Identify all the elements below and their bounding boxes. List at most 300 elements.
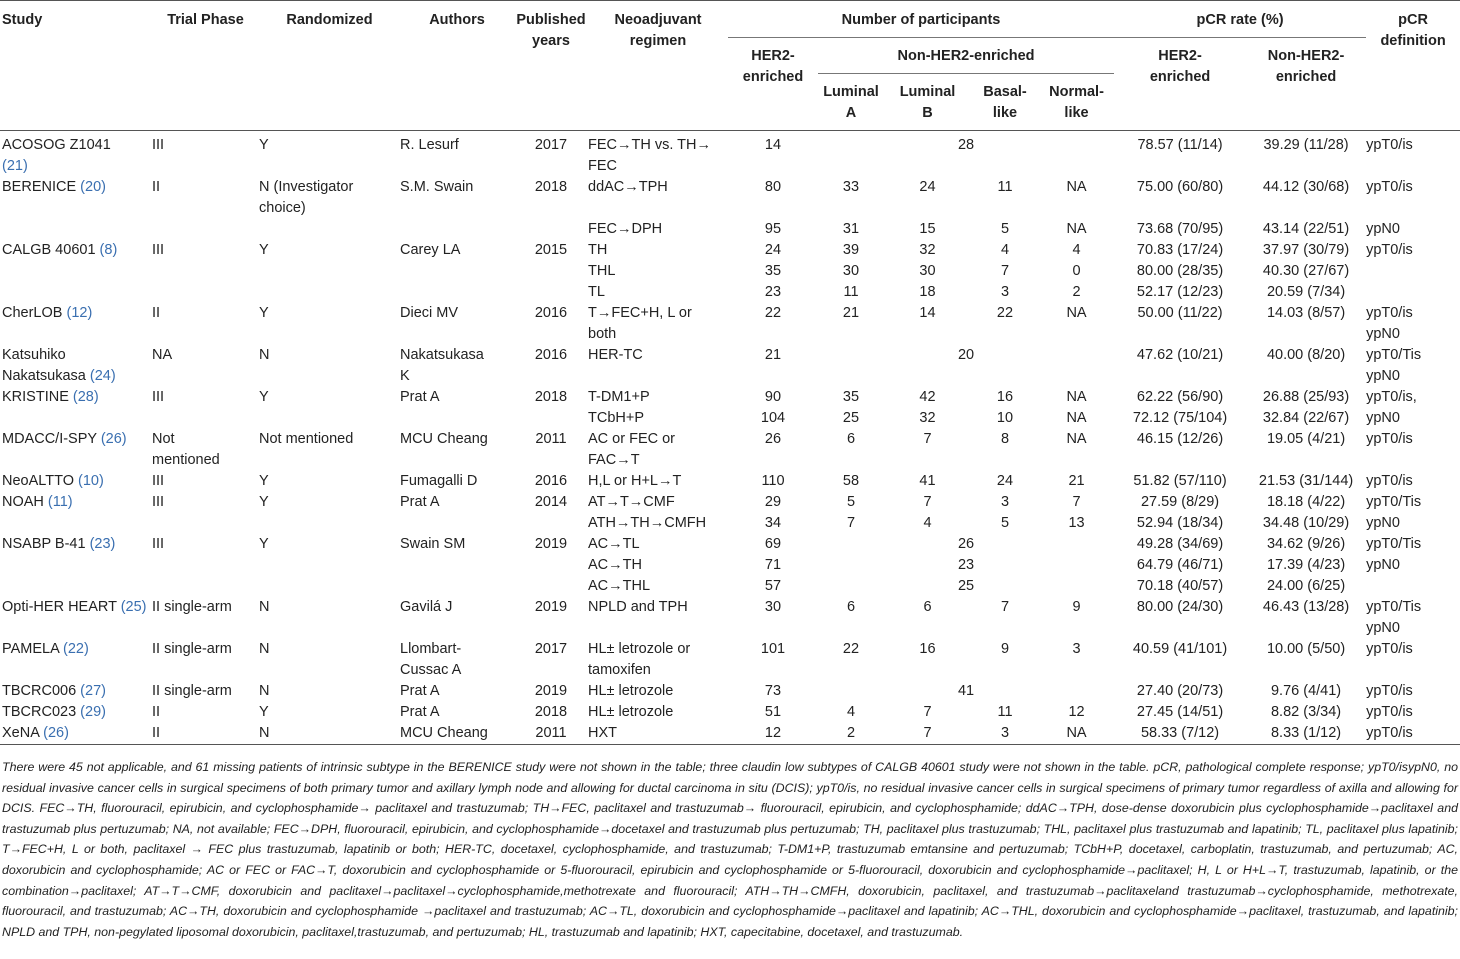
phase-cell: III xyxy=(152,473,165,489)
phase-cell xyxy=(152,576,259,597)
randomized-cell: Y xyxy=(259,305,269,321)
reference-link[interactable]: (23) xyxy=(89,536,116,552)
regimen-cell: HER-TC xyxy=(588,347,643,363)
year-cell xyxy=(514,555,588,576)
pcr-non-her2-cell: 44.12 (30/68) xyxy=(1262,179,1350,195)
header-pcr-her2: HER2- enriched xyxy=(1149,48,1211,85)
pcr-non-her2-cell: 8.33 (1/12) xyxy=(1270,725,1342,741)
reference-link[interactable]: (12) xyxy=(66,305,93,321)
her2-count-cell: 104 xyxy=(760,410,786,426)
reference-link[interactable]: (11) xyxy=(47,494,73,510)
study-cell xyxy=(0,492,152,513)
pcr-her2-cell: 49.28 (34/69) xyxy=(1136,536,1224,552)
regimen-cell: FEC→DPH xyxy=(588,221,663,237)
year-cell: 2018 xyxy=(534,389,568,405)
pcr-definition-cell: ypT0/Tis xyxy=(1366,536,1422,552)
luminal-a-cell: 6 xyxy=(846,599,856,615)
luminal-b-cell: 18 xyxy=(919,284,936,300)
luminal-b-cell: 30 xyxy=(919,263,936,279)
regimen-cell: AT→T→CMF xyxy=(588,494,675,510)
phase-cell: III xyxy=(152,389,165,405)
study-cell xyxy=(0,240,152,261)
randomized-cell: Y xyxy=(259,137,269,153)
luminal-a-cell: 25 xyxy=(842,410,860,426)
her2-count-cell: 57 xyxy=(764,578,782,594)
phase-cell: III xyxy=(152,536,165,552)
non-her2-count-cell: 41 xyxy=(957,683,975,699)
luminal-b-cell: 15 xyxy=(919,221,936,237)
basal-like-cell: 11 xyxy=(997,704,1013,720)
pcr-her2-cell: 80.00 (24/30) xyxy=(1136,599,1224,615)
table-row xyxy=(0,492,1460,513)
regimen-cell: T-DM1+P xyxy=(588,389,650,405)
regimen-cell: HL± letrozole xyxy=(588,704,674,720)
pcr-her2-cell: 70.83 (17/24) xyxy=(1136,242,1224,258)
study-cell xyxy=(0,131,152,178)
pcr-non-her2-cell: 9.76 (4/41) xyxy=(1270,683,1342,699)
regimen-cell: TCbH+P xyxy=(588,410,645,426)
randomized-cell xyxy=(259,282,400,303)
table-row xyxy=(0,240,1460,261)
pcr-non-her2-cell: 21.53 (31/144) xyxy=(1258,473,1354,489)
author-cell: Gavilá J xyxy=(400,599,453,615)
luminal-b-cell: 24 xyxy=(919,179,936,195)
regimen-cell: H,L or H+L→T xyxy=(588,473,682,489)
pcr-non-her2-cell: 37.97 (30/79) xyxy=(1262,242,1350,258)
pcr-non-her2-cell: 26.88 (25/93) xyxy=(1262,389,1350,405)
basal-like-cell: 7 xyxy=(1000,263,1010,279)
study-cell xyxy=(0,408,152,429)
randomized-cell xyxy=(259,408,400,429)
regimen-cell: AC→TL xyxy=(588,536,640,552)
table-row xyxy=(0,555,1460,576)
year-cell: 2016 xyxy=(534,473,568,489)
year-cell: 2017 xyxy=(534,137,568,153)
table-row xyxy=(0,576,1460,597)
study-cell xyxy=(0,702,152,723)
regimen-cell: NPLD and TPH xyxy=(588,599,688,615)
header-basal-like: Basal- like xyxy=(983,84,1027,121)
study-name: KRISTINE xyxy=(2,389,73,405)
phase-cell: II xyxy=(152,179,161,195)
pcr-non-her2-cell: 18.18 (4/22) xyxy=(1266,494,1346,510)
header-non-her2: Non-HER2-enriched xyxy=(818,38,1114,74)
table-row xyxy=(0,639,1460,681)
header-her2-participants: HER2- enriched xyxy=(742,48,804,85)
her2-count-cell: 12 xyxy=(764,725,782,741)
randomized-cell: N xyxy=(259,641,270,657)
study-name: ACOSOG Z1041 xyxy=(2,137,111,153)
pcr-her2-cell: 58.33 (7/12) xyxy=(1140,725,1220,741)
pcr-her2-cell: 62.22 (56/90) xyxy=(1136,389,1224,405)
luminal-a-cell: 39 xyxy=(842,242,860,258)
phase-cell xyxy=(152,408,259,429)
author-cell: Llombart- Cussac A xyxy=(400,641,462,678)
pcr-definition-cell xyxy=(1366,261,1460,282)
pcr-non-her2-cell: 39.29 (11/28) xyxy=(1263,137,1349,153)
phase-cell: II single-arm xyxy=(152,641,232,657)
header-participants: Number of participants xyxy=(728,1,1114,38)
her2-count-cell: 21 xyxy=(764,347,782,363)
randomized-cell: N xyxy=(259,725,270,741)
author-cell: MCU Cheang xyxy=(400,725,488,741)
normal-like-cell: NA xyxy=(1066,179,1087,195)
luminal-a-cell: 31 xyxy=(842,221,860,237)
normal-like-cell: NA xyxy=(1066,410,1087,426)
basal-like-cell: 22 xyxy=(996,305,1014,321)
regimen-cell: TH xyxy=(588,242,608,258)
author-cell: S.M. Swain xyxy=(400,179,474,195)
author-cell xyxy=(400,555,514,576)
study-name: NOAH xyxy=(2,494,48,510)
luminal-b-cell: 41 xyxy=(919,473,936,489)
table-row xyxy=(0,429,1460,471)
pcr-her2-cell: 47.62 (10/21) xyxy=(1136,347,1224,363)
study-cell xyxy=(0,597,152,639)
reference-link[interactable]: (22) xyxy=(62,641,89,657)
study-cell xyxy=(0,345,152,387)
author-cell: MCU Cheang xyxy=(400,431,488,447)
pcr-her2-cell: 52.94 (18/34) xyxy=(1136,515,1224,531)
year-cell xyxy=(514,282,588,303)
basal-like-cell: 3 xyxy=(1000,725,1010,741)
her2-count-cell: 95 xyxy=(764,221,782,237)
regimen-cell: ddAC→TPH xyxy=(588,179,668,195)
non-her2-count-cell: 23 xyxy=(957,557,975,573)
her2-count-cell: 14 xyxy=(764,137,782,153)
reference-link[interactable]: (25) xyxy=(120,599,147,615)
year-cell xyxy=(514,408,588,429)
her2-count-cell: 101 xyxy=(760,641,786,657)
phase-cell xyxy=(152,261,259,282)
reference-link[interactable]: (27) xyxy=(80,683,106,699)
regimen-cell: AC or FEC or FAC→T xyxy=(588,431,676,468)
pcr-definition-cell: ypT0/is xyxy=(1366,473,1413,489)
table-row xyxy=(0,131,1460,178)
author-cell: Prat A xyxy=(400,494,440,510)
author-cell: Prat A xyxy=(400,683,440,699)
pcr-her2-cell: 75.00 (60/80) xyxy=(1136,179,1224,195)
non-her2-count-cell: 26 xyxy=(957,536,975,552)
pcr-non-her2-cell: 40.00 (8/20) xyxy=(1266,347,1346,363)
pcr-definition-cell: ypT0/is ypN0 xyxy=(1366,305,1413,342)
non-her2-count-cell: 20 xyxy=(957,347,975,363)
randomized-cell: N (Investigator choice) xyxy=(259,179,354,216)
randomized-cell: Y xyxy=(259,536,269,552)
study-name: NeoALTTO xyxy=(2,473,79,489)
her2-count-cell: 71 xyxy=(764,557,782,573)
study-cell xyxy=(0,282,152,303)
her2-count-cell: 35 xyxy=(764,263,782,279)
pcr-non-her2-cell: 19.05 (4/21) xyxy=(1266,431,1346,447)
randomized-cell: Not mentioned xyxy=(259,431,354,447)
regimen-cell: AC→TH xyxy=(588,557,642,573)
study-cell xyxy=(0,387,152,408)
header-regimen: Neoadjuvant regimen xyxy=(614,12,702,49)
luminal-a-cell: 33 xyxy=(842,179,860,195)
table-row xyxy=(0,534,1460,555)
randomized-cell xyxy=(259,219,400,240)
table-row xyxy=(0,471,1460,492)
regimen-cell: T→FEC+H, L or both xyxy=(588,305,692,342)
author-cell: Nakatsukasa K xyxy=(400,347,484,384)
luminal-b-cell: 6 xyxy=(923,599,932,615)
basal-like-cell: 10 xyxy=(996,410,1014,426)
year-cell: 2011 xyxy=(535,431,567,447)
luminal-a-cell: 4 xyxy=(846,704,856,720)
pcr-definition-cell: ypT0/is xyxy=(1366,725,1413,741)
pcr-non-her2-cell: 8.82 (3/34) xyxy=(1270,704,1342,720)
study-name: XeNA xyxy=(2,725,44,741)
year-cell xyxy=(514,513,588,534)
regimen-cell: ATH→TH→CMFH xyxy=(588,515,707,531)
study-cell xyxy=(0,513,152,534)
header-authors: Authors xyxy=(429,12,485,28)
luminal-a-cell: 2 xyxy=(846,725,856,741)
luminal-b-cell: 4 xyxy=(923,515,932,531)
pcr-her2-cell: 40.59 (41/101) xyxy=(1132,641,1228,657)
pcr-her2-cell: 52.17 (12/23) xyxy=(1136,284,1224,300)
study-cell xyxy=(0,639,152,681)
pcr-non-her2-cell: 43.14 (22/51) xyxy=(1262,221,1350,237)
study-name: NSABP B-41 xyxy=(2,536,90,552)
pcr-her2-cell: 80.00 (28/35) xyxy=(1136,263,1224,279)
study-cell xyxy=(0,471,152,492)
table-row xyxy=(0,408,1460,429)
normal-like-cell: 3 xyxy=(1072,641,1081,657)
luminal-a-cell: 5 xyxy=(846,494,856,510)
pcr-non-her2-cell: 20.59 (7/34) xyxy=(1266,284,1346,300)
luminal-a-cell: 30 xyxy=(842,263,860,279)
basal-like-cell: 5 xyxy=(1000,221,1010,237)
pcr-definition-cell: ypN0 xyxy=(1366,515,1400,531)
pcr-her2-cell: 72.12 (75/104) xyxy=(1132,410,1228,426)
table-row xyxy=(0,219,1460,240)
table-footnote: There were 45 not applicable, and 61 missing patients of intrinsic subtype in the BERENICE study were not shown in the table; three claudin low subtypes of CALGB 40601 study were not shown in the table. pCR, pathological complete response; ypT0/isypN0, no residual invasive cancer cells in surgical specimens of both primary tumor and axillary lymph node and allowing for ductal carcinoma in situ (DCIS); ypT0/is, no residual invasive cancer cells in surgical specimens of primary tumor regardless of axilla and allowing for DCIS. FEC→TH, fluorouracil, epirubicin, and cyclophosphamide→ paclitaxel and trastuzumab; TH→FEC, paclitaxel and trastuzumab→ fluorouracil, epirubicin, and cyclophosphamide; ddAC→TPH, dose-dense doxorubicin plus cyclophosphamide→paclitaxel and trastuzumab plus pertuzumab; NA, not available; FEC→DPH, fluorouracil, epirubicin, and cyclophosphamide→docetaxel and trastuzumab plus pertuzumab; TH, paclitaxel plus trastuzumab; THL, paclitaxel plus trastuzumab and lapatinib; TL, paclitaxel plus lapatinib; T→FEC+H, L or both, paclitaxel → FEC plus trastuzumab, lapatinib or both; HER-TC, docetaxel, cyclophosphamide, and trastuzumab; T-DM1+P, trastuzumab emtansine and pertuzumab; TCbH+P, docetaxel, carboplatin, trastuzumab, and pertuzumab; AC, doxorubicin and cyclophosphamide; AC or FEC or FAC→T, doxorubicin and cyclophosphamide or 5-fluorouracil, epirubicin and cyclophosphamide or 5-fluorouracil, doxorubicin and cyclophosphamide→paclitaxel; H, L or H+L→T, trastuzumab, lapatinib, or the combination→paclitaxel; AT→T→CMF, doxorubicin and paclitaxel→paclitaxel→cyclophosphamide,methotrexate and fluorouracil; ATH→TH→CMFH, doxorubicin, paclitaxel, and trastuzumab→paclitaxeland trastuzumab→cyclophosphamide, methotrexate, fluorouracil, and trastuzumab; AC→TH, doxorubicin and cyclophosphamide →paclitaxel and trastuzumab; AC→TL, doxorubicin and cyclophosphamide→paclitaxel and lapatinib; AC→THL, doxorubicin and cyclophosphamide→paclitaxel, trastuzumab, and lapatinib; NPLD and TPH, non-pegylated liposomal doxorubicin, paclitaxel,trastuzumab, and pertuzumab; HL, trastuzumab and lapatinib; HXT, capecitabine, docetaxel, and trastuzumab. xyxy=(2,760,1458,939)
randomized-cell: N xyxy=(259,683,270,699)
header-phase: Trial Phase xyxy=(167,12,244,28)
pcr-non-her2-cell: 34.62 (9/26) xyxy=(1266,536,1346,552)
phase-cell: II xyxy=(152,305,161,321)
basal-like-cell: 24 xyxy=(996,473,1014,489)
non-her2-count-cell: 25 xyxy=(957,578,975,594)
regimen-cell: HL± letrozole or tamoxifen xyxy=(588,641,691,678)
year-cell: 2018 xyxy=(534,704,568,720)
phase-cell: III xyxy=(152,494,165,510)
table-row xyxy=(0,345,1460,387)
luminal-b-cell: 7 xyxy=(923,431,932,447)
year-cell xyxy=(514,576,588,597)
luminal-b-cell: 42 xyxy=(919,389,936,405)
phase-cell: Not mentioned xyxy=(152,431,220,468)
table-row xyxy=(0,597,1460,639)
normal-like-cell: NA xyxy=(1066,305,1087,321)
reference-link[interactable]: (10) xyxy=(78,473,104,489)
year-cell: 2018 xyxy=(534,179,568,195)
phase-cell: II xyxy=(152,725,161,741)
randomized-cell xyxy=(259,555,400,576)
table-row xyxy=(0,177,1460,219)
author-cell: Prat A xyxy=(400,704,440,720)
normal-like-cell: NA xyxy=(1066,389,1087,405)
pcr-non-her2-cell: 34.48 (10/29) xyxy=(1262,515,1350,531)
author-cell xyxy=(400,408,514,429)
her2-count-cell: 51 xyxy=(764,704,782,720)
header-pcr-non-her2: Non-HER2- enriched xyxy=(1267,48,1345,85)
luminal-b-cell: 7 xyxy=(923,494,932,510)
phase-cell xyxy=(152,555,259,576)
her2-count-cell: 110 xyxy=(761,473,785,489)
year-cell: 2019 xyxy=(534,683,568,699)
her2-count-cell: 34 xyxy=(764,515,782,531)
her2-count-cell: 22 xyxy=(764,305,782,321)
luminal-b-cell: 16 xyxy=(919,641,936,657)
normal-like-cell: 12 xyxy=(1068,704,1085,720)
author-cell: Swain SM xyxy=(400,536,466,552)
study-cell xyxy=(0,723,152,745)
randomized-cell: N xyxy=(259,599,270,615)
study-cell xyxy=(0,576,152,597)
normal-like-cell: NA xyxy=(1066,725,1087,741)
pcr-her2-cell: 46.15 (12/26) xyxy=(1136,431,1224,447)
header-study: Study xyxy=(2,12,43,28)
year-cell xyxy=(514,219,588,240)
header-pcr-rate: pCR rate (%) xyxy=(1114,1,1366,38)
pcr-definition-cell xyxy=(1366,282,1460,303)
her2-count-cell: 30 xyxy=(764,599,782,615)
year-cell: 2015 xyxy=(534,242,568,258)
her2-count-cell: 23 xyxy=(764,284,782,300)
randomized-cell: Y xyxy=(259,242,269,258)
basal-like-cell: 8 xyxy=(1000,431,1010,447)
phase-cell xyxy=(152,219,259,240)
study-cell xyxy=(0,219,152,240)
her2-count-cell: 90 xyxy=(764,389,782,405)
luminal-a-cell: 6 xyxy=(846,431,856,447)
luminal-a-cell: 7 xyxy=(846,515,856,531)
her2-count-cell: 69 xyxy=(764,536,782,552)
normal-like-cell: 13 xyxy=(1068,515,1085,531)
author-cell: Prat A xyxy=(400,389,440,405)
reference-link[interactable]: (21) xyxy=(2,158,28,174)
study-name: BERENICE xyxy=(2,179,81,195)
normal-like-cell: NA xyxy=(1066,431,1087,447)
luminal-a-cell: 35 xyxy=(842,389,860,405)
pcr-definition-cell: ypN0 xyxy=(1366,221,1400,237)
luminal-b-cell: 7 xyxy=(923,725,932,741)
table-body xyxy=(0,131,1460,745)
randomized-cell: N xyxy=(259,347,270,363)
table-row xyxy=(0,681,1460,702)
pcr-definition-cell: ypT0/is, xyxy=(1366,389,1417,405)
pcr-non-her2-cell: 24.00 (6/25) xyxy=(1266,578,1346,594)
randomized-cell: Y xyxy=(259,494,269,510)
header-luminal-a: Luminal A xyxy=(823,84,879,121)
luminal-a-cell: 58 xyxy=(842,473,860,489)
her2-count-cell: 80 xyxy=(764,179,782,195)
pcr-definition-cell: ypT0/is xyxy=(1366,242,1413,258)
luminal-b-cell: 32 xyxy=(919,410,936,426)
study-name: CherLOB xyxy=(2,305,67,321)
luminal-b-cell: 14 xyxy=(919,305,936,321)
her2-count-cell: 24 xyxy=(764,242,782,258)
study-cell xyxy=(0,555,152,576)
pcr-definition-cell: ypT0/is xyxy=(1366,179,1413,195)
study-cell xyxy=(0,681,152,702)
reference-link[interactable]: (24) xyxy=(89,368,116,384)
author-cell: Dieci MV xyxy=(400,305,459,321)
header-normal-like: Normal- like xyxy=(1049,84,1104,121)
randomized-cell: Y xyxy=(259,704,269,720)
normal-like-cell: 0 xyxy=(1072,263,1081,279)
pcr-definition-cell: ypT0/Tis ypN0 xyxy=(1366,599,1422,636)
pcr-her2-cell: 64.79 (46/71) xyxy=(1136,557,1224,573)
pcr-non-her2-cell: 10.00 (5/50) xyxy=(1266,641,1346,657)
year-cell: 2019 xyxy=(534,536,568,552)
pcr-her2-cell: 78.57 (11/14) xyxy=(1137,137,1223,153)
reference-link[interactable]: (26) xyxy=(43,725,69,741)
luminal-b-cell: 7 xyxy=(923,704,932,720)
study-name: MDACC/I-SPY xyxy=(2,431,101,447)
reference-link[interactable]: (8) xyxy=(99,242,118,258)
study-cell xyxy=(0,303,152,345)
pcr-non-her2-cell: 14.03 (8/57) xyxy=(1266,305,1346,321)
table-row xyxy=(0,702,1460,723)
regimen-cell: AC→THL xyxy=(588,578,651,594)
author-cell: Carey LA xyxy=(400,242,461,258)
normal-like-cell: 21 xyxy=(1068,473,1085,489)
year-cell: 2016 xyxy=(534,347,568,363)
table-row xyxy=(0,282,1460,303)
basal-like-cell: 4 xyxy=(1000,242,1010,258)
her2-count-cell: 26 xyxy=(764,431,782,447)
randomized-cell xyxy=(259,576,400,597)
basal-like-cell: 16 xyxy=(996,389,1014,405)
her2-count-cell: 29 xyxy=(764,494,782,510)
year-cell: 2016 xyxy=(534,305,568,321)
phase-cell: II xyxy=(152,704,161,720)
pcr-definition-cell xyxy=(1366,576,1460,597)
randomized-cell: Y xyxy=(259,389,269,405)
year-cell: 2014 xyxy=(534,494,568,510)
reference-link[interactable]: (26) xyxy=(100,431,127,447)
normal-like-cell: 7 xyxy=(1072,494,1081,510)
reference-link[interactable]: (20) xyxy=(80,179,106,195)
phase-cell: III xyxy=(152,242,165,258)
table-row xyxy=(0,303,1460,345)
study-name: PAMELA xyxy=(2,641,63,657)
author-cell xyxy=(400,576,514,597)
reference-link[interactable]: (28) xyxy=(72,389,99,405)
pcr-definition-cell: ypT0/is xyxy=(1366,641,1413,657)
basal-like-cell: 7 xyxy=(1000,599,1010,615)
regimen-cell: THL xyxy=(588,263,616,279)
study-name: TBCRC023 xyxy=(2,704,81,720)
phase-cell: II single-arm xyxy=(152,599,232,615)
reference-link[interactable]: (29) xyxy=(80,704,106,720)
table-row xyxy=(0,513,1460,534)
pcr-non-her2-cell: 46.43 (13/28) xyxy=(1262,599,1350,615)
year-cell xyxy=(514,261,588,282)
regimen-cell: FEC→TH vs. TH→ FEC xyxy=(588,137,711,174)
pcr-her2-cell: 51.82 (57/110) xyxy=(1133,473,1227,489)
pcr-her2-cell: 70.18 (40/57) xyxy=(1136,578,1224,594)
pcr-definition-cell: ypN0 xyxy=(1366,557,1400,573)
author-cell xyxy=(400,261,514,282)
pcr-definition-cell: ypT0/is xyxy=(1366,704,1413,720)
phase-cell xyxy=(152,513,259,534)
study-cell xyxy=(0,534,152,555)
